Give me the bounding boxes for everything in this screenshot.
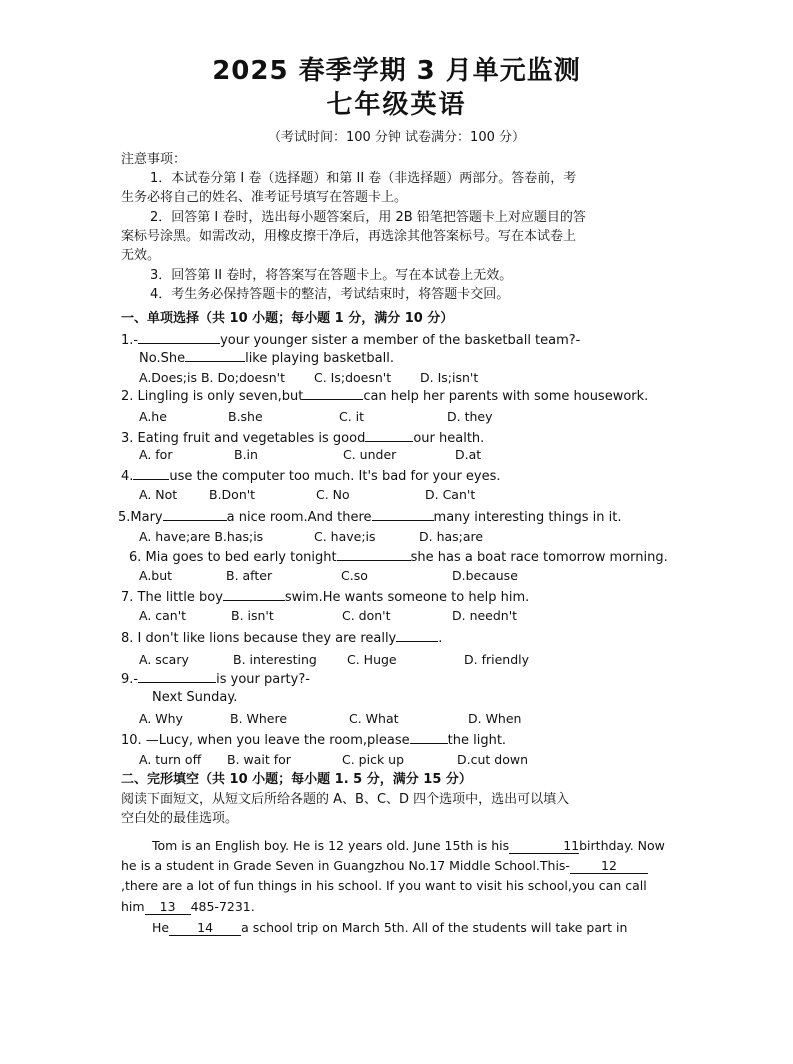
question-text: she has a boat race tomorrow morning.: [410, 550, 668, 565]
answer-blank: [372, 520, 434, 521]
option: B.in: [234, 447, 258, 462]
question-3: [121, 430, 484, 448]
question-text: 7. The little boy: [121, 590, 223, 605]
question-text: a nice room.And there: [226, 510, 372, 525]
option: A. turn off: [139, 752, 202, 767]
option: B. interesting: [233, 652, 317, 667]
question-text: swim.He wants someone to help him.: [284, 590, 530, 605]
answer-blank: [365, 441, 413, 442]
passage-line-3: ,there are a lot of fun things in his school. If you want to visit his school,you can call: [121, 878, 647, 893]
option: B. isn't: [231, 608, 274, 623]
note-2-line-1: 2．回答第 I 卷时，选出每小题答案后，用 2B 铅笔把答题卡上对应题目的答: [150, 210, 586, 225]
option: B.she: [228, 409, 263, 424]
option: D. needn't: [452, 608, 518, 623]
note-3: 3．回答第 II 卷时，将答案写在答题卡上。写在本试卷上无效。: [150, 268, 513, 283]
question-text: No.She: [139, 351, 186, 366]
question-7: [121, 589, 529, 607]
question-text: can help her parents with some housework.: [363, 389, 649, 404]
notes-heading: 注意事项：: [121, 152, 187, 167]
question-1-reply: [139, 350, 394, 368]
question-6: [129, 549, 668, 567]
note-2-line-3: 无效。: [121, 248, 161, 263]
option: D. Is;isn't: [420, 370, 479, 385]
option: C. What: [349, 711, 399, 726]
question-text: your younger sister a member of the basketball team?-: [220, 333, 581, 348]
option: A. Why: [139, 711, 183, 726]
option: C. Is;doesn't: [314, 370, 392, 385]
option: D.cut down: [457, 752, 528, 767]
option: B. after: [226, 568, 273, 583]
question-4: [121, 468, 501, 486]
question-9: [121, 671, 310, 689]
question-text: 9.-: [121, 672, 139, 687]
option: A. can't: [139, 608, 187, 623]
answer-blank: [410, 743, 448, 744]
passage-text: He: [152, 920, 170, 935]
passage-line-2: [121, 857, 648, 875]
passage-line-5: [152, 919, 627, 937]
question-text: 4.: [121, 469, 134, 484]
option: A.but: [139, 568, 173, 583]
option: A. for: [139, 447, 173, 462]
passage-text: a school trip on March 5th. All of the students will take part in: [241, 920, 628, 935]
note-1-line-2: 生务必将自己的姓名、准考证号填写在答题卡上。: [121, 190, 408, 205]
question-9-reply: Next Sunday.: [152, 690, 238, 705]
exam-info: （考试时间：100 分钟 试卷满分：100 分）: [267, 130, 526, 145]
passage-text: Tom is an English boy. He is 12 years old. June 15th is his: [152, 838, 510, 853]
section-1-heading: 一、单项选择（共 10 小题；每小题 1 分，满分 10 分）: [121, 311, 454, 326]
answer-blank: [138, 682, 216, 683]
option: C. have;is: [314, 529, 376, 544]
question-1: [121, 332, 580, 350]
answer-blank: [303, 399, 363, 400]
option: D.at: [455, 447, 482, 462]
option: C. Huge: [347, 652, 397, 667]
option: C. it: [339, 409, 365, 424]
question-text: 8. I don't like lions because they are really: [121, 631, 397, 646]
option: D. Can't: [425, 487, 476, 502]
answer-blank: [133, 479, 169, 480]
exam-subtitle: 七年级英语: [326, 90, 467, 120]
question-8: [121, 630, 442, 648]
question-text: the light.: [447, 733, 507, 748]
question-text: is your party?-: [216, 672, 310, 687]
option: A.Does;is B. Do;doesn't: [139, 370, 286, 385]
blank-11: 11: [509, 838, 579, 854]
question-text: like playing basketball.: [245, 351, 394, 366]
option: B. wait for: [227, 752, 291, 767]
question-text: 3. Eating fruit and vegetables is good: [121, 431, 366, 446]
option: C. No: [316, 487, 350, 502]
note-4: 4．考生务必保持答题卡的整洁，考试结束时，将答题卡交回。: [150, 287, 510, 302]
exam-title: 2025 春季学期 3 月单元监测: [212, 56, 581, 86]
option: A. have;are B.has;is: [139, 529, 264, 544]
option: C. under: [343, 447, 397, 462]
question-text: 1.-: [121, 333, 139, 348]
question-text: 6. Mia goes to bed early tonight: [129, 550, 337, 565]
blank-12: 12: [570, 858, 648, 874]
option: A. scary: [139, 652, 189, 667]
answer-blank: [163, 520, 227, 521]
option: B.Don't: [209, 487, 256, 502]
note-1-line-1: 1．本试卷分第 I 卷（选择题）和第 II 卷（非选择题）两部分。答卷前，考: [150, 171, 577, 186]
option: D.because: [452, 568, 518, 583]
question-2: [121, 388, 648, 406]
option: D. friendly: [464, 652, 530, 667]
option: D. they: [447, 409, 493, 424]
option: C. don't: [342, 608, 391, 623]
passage-text: 485-7231.: [190, 899, 255, 914]
question-text: use the computer too much. It's bad for your eyes.: [169, 469, 501, 484]
option: C.so: [341, 568, 368, 583]
option: D. has;are: [419, 529, 484, 544]
question-text: 10. —Lucy, when you leave the room,please: [121, 733, 410, 748]
blank-13: 13: [145, 899, 191, 915]
note-2-line-2: 案标号涂黑。如需改动，用橡皮擦干净后，再选涂其他答案标号。写在本试卷上: [121, 229, 577, 244]
option: B. Where: [230, 711, 288, 726]
question-text: .: [438, 631, 443, 646]
option: D. When: [468, 711, 522, 726]
answer-blank: [185, 361, 245, 362]
question-5: [118, 509, 622, 527]
question-text: our health.: [413, 431, 485, 446]
question-text: 2. Lingling is only seven,but: [121, 389, 304, 404]
answer-blank: [396, 641, 438, 642]
question-text: 5.Mary: [118, 510, 163, 525]
passage-line-4: [121, 898, 255, 916]
passage-line-1: [152, 837, 665, 855]
option: A.he: [139, 409, 167, 424]
section-2-instruction-2: 空白处的最佳选项。: [121, 811, 239, 826]
blank-14: 14: [169, 920, 241, 936]
answer-blank: [223, 600, 285, 601]
passage-text: him: [121, 899, 145, 914]
option: C. pick up: [342, 752, 405, 767]
section-2-instruction-1: 阅读下面短文，从短文后所给各题的 A、B、C、D 四个选项中，选出可以填入: [121, 792, 570, 807]
option: A. Not: [139, 487, 178, 502]
question-text: many interesting things in it.: [433, 510, 622, 525]
section-2-heading: 二、完形填空（共 10 小题；每小题 1. 5 分，满分 15 分）: [121, 772, 472, 787]
passage-text: birthday. Now: [579, 838, 665, 853]
answer-blank: [337, 560, 411, 561]
question-10: [121, 732, 506, 750]
answer-blank: [138, 343, 220, 344]
passage-text: he is a student in Grade Seven in Guangzhou No.17 Middle School.This-: [121, 858, 570, 873]
